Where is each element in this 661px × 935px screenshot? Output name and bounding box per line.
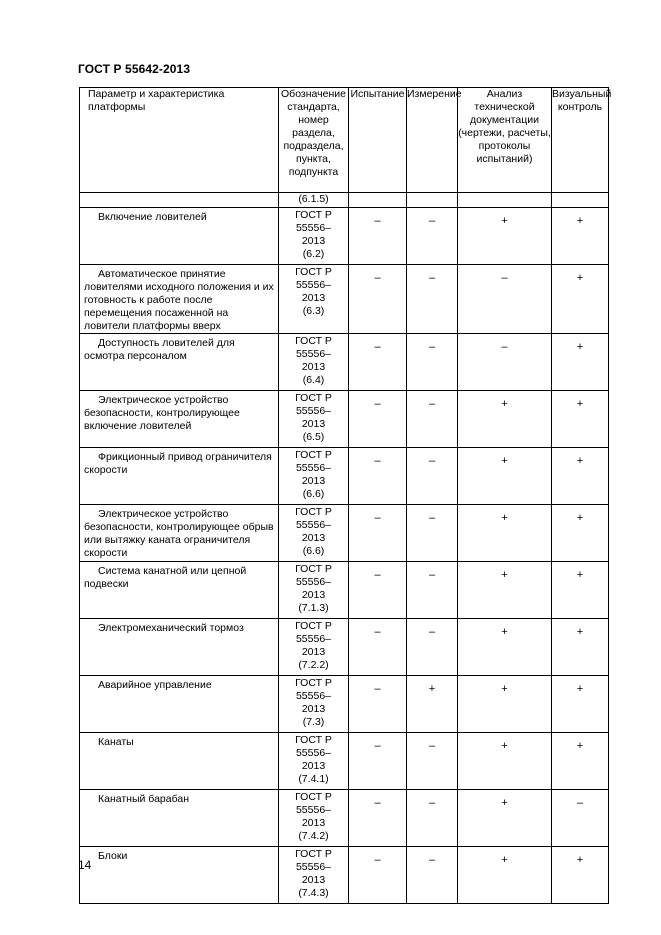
measure-mark: – (407, 208, 458, 265)
designation-year: 2013 (301, 418, 326, 430)
designation-year: 2013 (301, 475, 326, 487)
analysis-mark: + (458, 676, 552, 733)
table-row (80, 562, 609, 619)
test-mark: – (349, 847, 407, 904)
param-cell: Автоматическое принятие ловителями исходного положения и их готовность к работе после перемещения посаженной на ловители платформы вверх (80, 265, 279, 334)
designation-year: 2013 (301, 760, 326, 772)
continuation-code: (6.1.5) (279, 193, 349, 208)
header-designation: Обозначение стандарта, номер раздела, подраздела, пункта, подпункта (279, 88, 349, 193)
table-body (80, 193, 609, 904)
visual-mark: + (552, 847, 609, 904)
visual-mark: + (552, 562, 609, 619)
measure-mark: – (407, 790, 458, 847)
header-test: Испытание (349, 88, 407, 193)
designation-clause: (6.2) (302, 248, 325, 260)
designation-num: 55556– (295, 222, 332, 234)
analysis-mark: – (458, 265, 552, 334)
designation-num: 55556– (295, 519, 332, 531)
test-mark: – (349, 676, 407, 733)
designation-num: 55556– (295, 747, 332, 759)
param-cell: Канатный барабан (80, 790, 279, 847)
measure-mark: – (407, 562, 458, 619)
designation-num: 55556– (295, 462, 332, 474)
designation-num: 55556– (295, 804, 332, 816)
designation-year: 2013 (301, 589, 326, 601)
continuation-row (80, 193, 609, 208)
designation-clause: (7.1.3) (298, 602, 329, 614)
measure-mark: – (407, 733, 458, 790)
designation-num: 55556– (295, 576, 332, 588)
visual-mark: + (552, 208, 609, 265)
designation-std: ГОСТ Р (295, 266, 332, 278)
table-row (80, 448, 609, 505)
table-row (80, 208, 609, 265)
header-analysis: Анализ технической документации (чертежи, расчеты, протоколы испытаний) (458, 88, 552, 193)
table-cell (407, 193, 458, 208)
designation-clause: (6.4) (302, 374, 325, 386)
requirements-table (79, 87, 612, 904)
designation-clause: (6.5) (302, 431, 325, 443)
test-mark: – (349, 334, 407, 391)
analysis-mark: + (458, 733, 552, 790)
designation-year: 2013 (301, 703, 326, 715)
param-cell: Электрическое устройство безопасности, контролирующее обрыв или вытяжку каната ограничителя скорости (80, 505, 279, 562)
analysis-mark: + (458, 391, 552, 448)
designation-std: ГОСТ Р (295, 677, 332, 689)
test-mark: – (349, 208, 407, 265)
table-header (80, 88, 612, 193)
designation-year: 2013 (301, 532, 326, 544)
test-mark: – (349, 391, 407, 448)
designation-clause: (7.4.3) (298, 887, 329, 899)
test-mark: – (349, 505, 407, 562)
measure-mark: + (407, 676, 458, 733)
designation-std: ГОСТ Р (295, 506, 332, 518)
param-cell: Система канатной или цепной подвески (80, 562, 279, 619)
designation-num: 55556– (295, 279, 332, 291)
visual-mark: + (552, 334, 609, 391)
designation-year: 2013 (301, 817, 326, 829)
designation-clause: (6.6) (302, 488, 325, 500)
designation-std: ГОСТ Р (295, 848, 332, 860)
designation-year: 2013 (301, 874, 326, 886)
measure-mark: – (407, 334, 458, 391)
designation-num: 55556– (295, 348, 332, 360)
measure-mark: – (407, 619, 458, 676)
test-mark: – (349, 790, 407, 847)
designation-clause: (7.4.2) (298, 830, 329, 842)
designation-std: ГОСТ Р (295, 449, 332, 461)
analysis-mark: + (458, 448, 552, 505)
visual-mark: + (552, 619, 609, 676)
table-row (80, 676, 609, 733)
designation-num: 55556– (295, 405, 332, 417)
analysis-mark: + (458, 619, 552, 676)
table-row (80, 334, 609, 391)
measure-mark: – (407, 265, 458, 334)
table-row (80, 847, 609, 904)
designation-cell (279, 562, 349, 619)
designation-cell (279, 733, 349, 790)
table-row (80, 505, 609, 562)
analysis-mark: – (458, 334, 552, 391)
designation-year: 2013 (301, 361, 326, 373)
measure-mark: – (407, 505, 458, 562)
designation-clause: (7.3) (302, 716, 325, 728)
designation-cell (279, 505, 349, 562)
test-mark: – (349, 619, 407, 676)
designation-cell (279, 208, 349, 265)
analysis-mark: + (458, 208, 552, 265)
designation-year: 2013 (301, 235, 326, 247)
designation-cell (279, 448, 349, 505)
designation-cell (279, 619, 349, 676)
test-mark: – (349, 265, 407, 334)
designation-year: 2013 (301, 292, 326, 304)
designation-clause: (6.6) (302, 545, 325, 557)
designation-num: 55556– (295, 690, 332, 702)
designation-std: ГОСТ Р (295, 335, 332, 347)
header-param: Параметр и характеристика платформы (80, 88, 279, 193)
designation-std: ГОСТ Р (295, 392, 332, 404)
param-cell: Электромеханический тормоз (80, 619, 279, 676)
test-mark: – (349, 448, 407, 505)
visual-mark: + (552, 676, 609, 733)
designation-std: ГОСТ Р (295, 563, 332, 575)
test-mark: – (349, 562, 407, 619)
measure-mark: – (407, 448, 458, 505)
designation-std: ГОСТ Р (295, 791, 332, 803)
table-cell (552, 193, 609, 208)
analysis-mark: + (458, 505, 552, 562)
designation-cell (279, 334, 349, 391)
document-title: ГОСТ Р 55642-2013 (78, 62, 191, 76)
header-visual: Визуальный контроль (552, 88, 609, 193)
measure-mark: – (407, 391, 458, 448)
designation-year: 2013 (301, 646, 326, 658)
param-cell: Включение ловителей (80, 208, 279, 265)
visual-mark: + (552, 505, 609, 562)
table-row (80, 619, 609, 676)
param-cell: Доступность ловителей для осмотра персоналом (80, 334, 279, 391)
designation-cell (279, 265, 349, 334)
table-cell (349, 193, 407, 208)
table-row (80, 790, 609, 847)
designation-std: ГОСТ Р (295, 734, 332, 746)
param-cell: Фрикционный привод ограничителя скорости (80, 448, 279, 505)
test-mark: – (349, 733, 407, 790)
table-row (80, 733, 609, 790)
param-cell: Аварийное управление (80, 676, 279, 733)
analysis-mark: + (458, 562, 552, 619)
param-cell: Электрическое устройство безопасности, контролирующее включение ловителей (80, 391, 279, 448)
designation-cell (279, 790, 349, 847)
table-cell (80, 193, 279, 208)
param-cell: Блоки (80, 847, 279, 904)
table-row (80, 391, 609, 448)
header-measure: Измерение (407, 88, 458, 193)
designation-clause: (7.2.2) (298, 659, 329, 671)
visual-mark: + (552, 448, 609, 505)
measure-mark: – (407, 847, 458, 904)
designation-num: 55556– (295, 633, 332, 645)
designation-cell (279, 847, 349, 904)
designation-std: ГОСТ Р (295, 209, 332, 221)
visual-mark: – (552, 790, 609, 847)
designation-num: 55556– (295, 861, 332, 873)
visual-mark: + (552, 391, 609, 448)
analysis-mark: + (458, 790, 552, 847)
visual-mark: + (552, 265, 609, 334)
designation-clause: (7.4.1) (298, 773, 329, 785)
designation-clause: (6.3) (302, 305, 325, 317)
table-cell (458, 193, 552, 208)
designation-cell (279, 676, 349, 733)
analysis-mark: + (458, 847, 552, 904)
designation-std: ГОСТ Р (295, 620, 332, 632)
designation-cell (279, 391, 349, 448)
table-row (80, 265, 609, 334)
visual-mark: + (552, 733, 609, 790)
param-cell: Канаты (80, 733, 279, 790)
page-number: 14 (78, 858, 92, 872)
